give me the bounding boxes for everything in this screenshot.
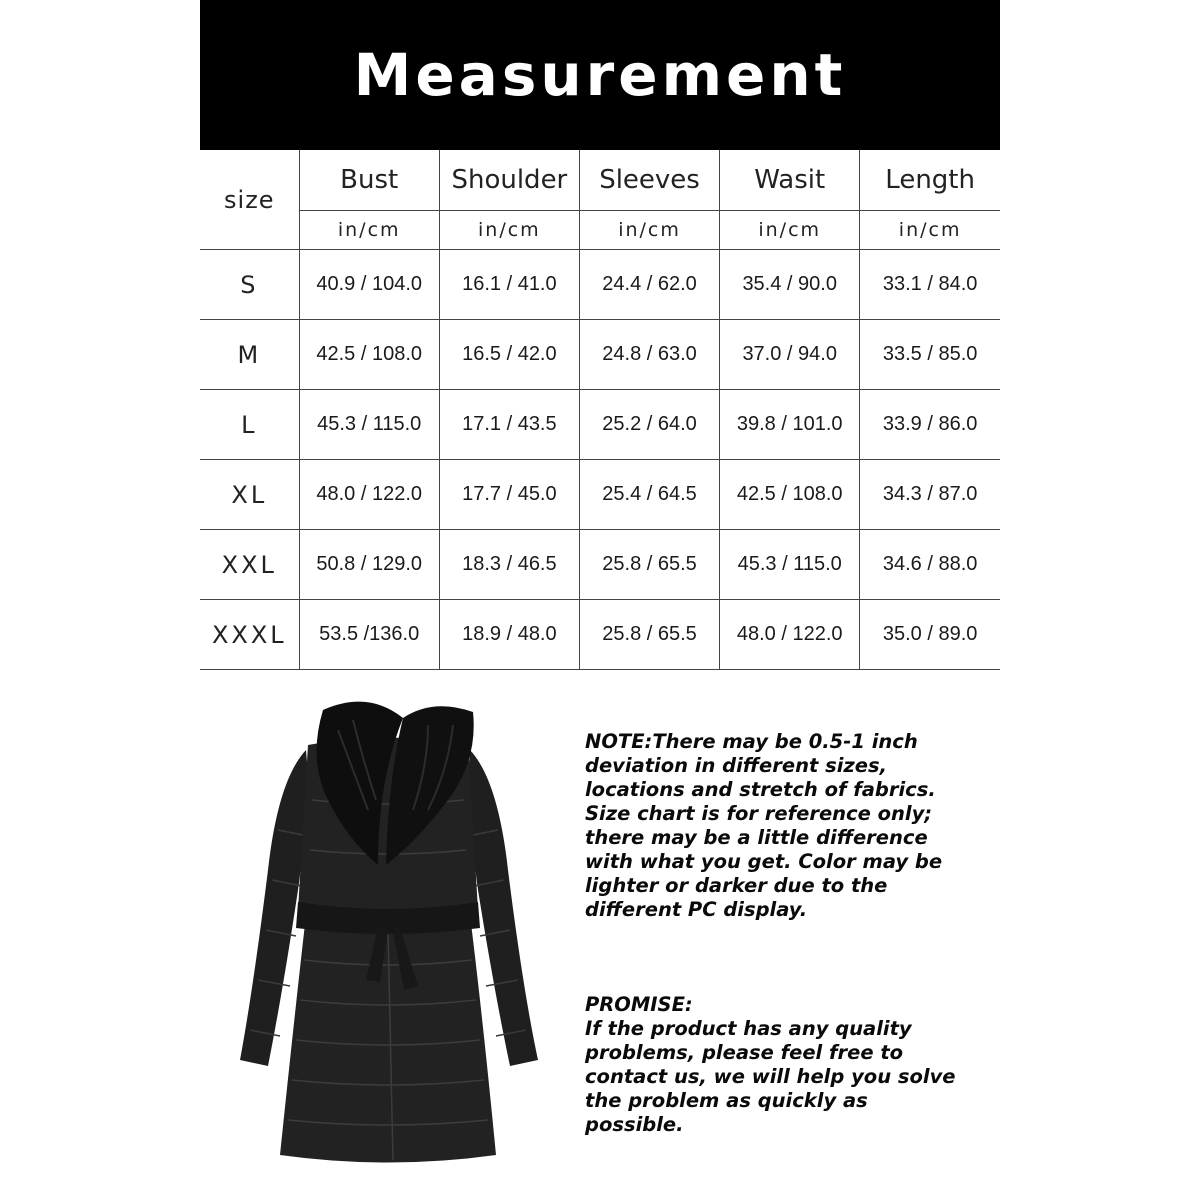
- table-cell: 33.1 / 84.0: [860, 250, 1000, 320]
- table-cell: 40.9 / 104.0: [299, 250, 439, 320]
- size-label: L: [200, 390, 299, 460]
- table-cell: 39.8 / 101.0: [720, 390, 860, 460]
- note-line: NOTE:There may be 0.5-1 inch: [585, 730, 918, 753]
- size-label: S: [200, 250, 299, 320]
- table-cell: 35.4 / 90.0: [720, 250, 860, 320]
- table-cell: 17.1 / 43.5: [439, 390, 579, 460]
- note-line: with what you get. Color may be: [585, 850, 943, 873]
- table-row: [200, 600, 1000, 670]
- column-header-length: Length: [860, 150, 1000, 211]
- table-cell: 45.3 / 115.0: [299, 390, 439, 460]
- size-label: XXXL: [200, 600, 299, 670]
- note-line: there may be a little difference: [585, 826, 928, 849]
- size-label: XL: [200, 460, 299, 530]
- table-cell: 42.5 / 108.0: [720, 460, 860, 530]
- column-header-bust: Bust: [299, 150, 439, 211]
- unit-label: in/cm: [299, 211, 439, 250]
- coat-product-image: [228, 690, 548, 1170]
- table-cell: 25.4 / 64.5: [579, 460, 719, 530]
- table-cell: 25.2 / 64.0: [579, 390, 719, 460]
- unit-label: in/cm: [720, 211, 860, 250]
- unit-label: in/cm: [439, 211, 579, 250]
- table-row: [200, 320, 1000, 390]
- unit-label: in/cm: [579, 211, 719, 250]
- table-cell: 34.3 / 87.0: [860, 460, 1000, 530]
- size-chart-table: [200, 150, 1000, 670]
- table-cell: 18.9 / 48.0: [439, 600, 579, 670]
- table-cell: 35.0 / 89.0: [860, 600, 1000, 670]
- table-cell: 25.8 / 65.5: [579, 600, 719, 670]
- promise-line: If the product has any quality: [585, 1017, 912, 1040]
- table-cell: 48.0 / 122.0: [299, 460, 439, 530]
- table-cell: 50.8 / 129.0: [299, 530, 439, 600]
- size-label: XXL: [200, 530, 299, 600]
- column-header-sleeves: Sleeves: [579, 150, 719, 211]
- table-cell: 17.7 / 45.0: [439, 460, 579, 530]
- table-cell: 18.3 / 46.5: [439, 530, 579, 600]
- note-line: lighter or darker due to the: [585, 874, 888, 897]
- note-line: locations and stretch of fabrics.: [585, 778, 936, 801]
- table-cell: 24.8 / 63.0: [579, 320, 719, 390]
- table-cell: 48.0 / 122.0: [720, 600, 860, 670]
- column-header-shoulder: Shoulder: [439, 150, 579, 211]
- table-cell: 34.6 / 88.0: [860, 530, 1000, 600]
- note-line: different PC display.: [585, 898, 808, 921]
- table-row: [200, 460, 1000, 530]
- table-cell: 53.5 /136.0: [299, 600, 439, 670]
- table-row: [200, 250, 1000, 320]
- table-row: [200, 390, 1000, 460]
- table-cell: 25.8 / 65.5: [579, 530, 719, 600]
- table-cell: 42.5 / 108.0: [299, 320, 439, 390]
- size-column-header: size: [200, 150, 299, 250]
- column-header-waist: Wasit: [720, 150, 860, 211]
- size-label: M: [200, 320, 299, 390]
- page-title: Measurement: [353, 41, 847, 109]
- note-text: [585, 730, 1005, 922]
- note-line: Size chart is for reference only;: [585, 802, 933, 825]
- header-banner: [200, 0, 1000, 150]
- promise-line: PROMISE:: [585, 993, 693, 1016]
- table-row: [200, 530, 1000, 600]
- note-line: deviation in different sizes,: [585, 754, 887, 777]
- promise-text: [585, 993, 1005, 1137]
- header-name-row: [200, 150, 1000, 211]
- promise-line: possible.: [585, 1113, 684, 1136]
- table-cell: 16.5 / 42.0: [439, 320, 579, 390]
- table-cell: 37.0 / 94.0: [720, 320, 860, 390]
- header-unit-row: [200, 211, 1000, 250]
- table-cell: 33.5 / 85.0: [860, 320, 1000, 390]
- table-cell: 16.1 / 41.0: [439, 250, 579, 320]
- promise-line: contact us, we will help you solve: [585, 1065, 956, 1088]
- table-cell: 33.9 / 86.0: [860, 390, 1000, 460]
- promise-line: the problem as quickly as: [585, 1089, 868, 1112]
- unit-label: in/cm: [860, 211, 1000, 250]
- table-cell: 45.3 / 115.0: [720, 530, 860, 600]
- table-cell: 24.4 / 62.0: [579, 250, 719, 320]
- promise-line: problems, please feel free to: [585, 1041, 904, 1064]
